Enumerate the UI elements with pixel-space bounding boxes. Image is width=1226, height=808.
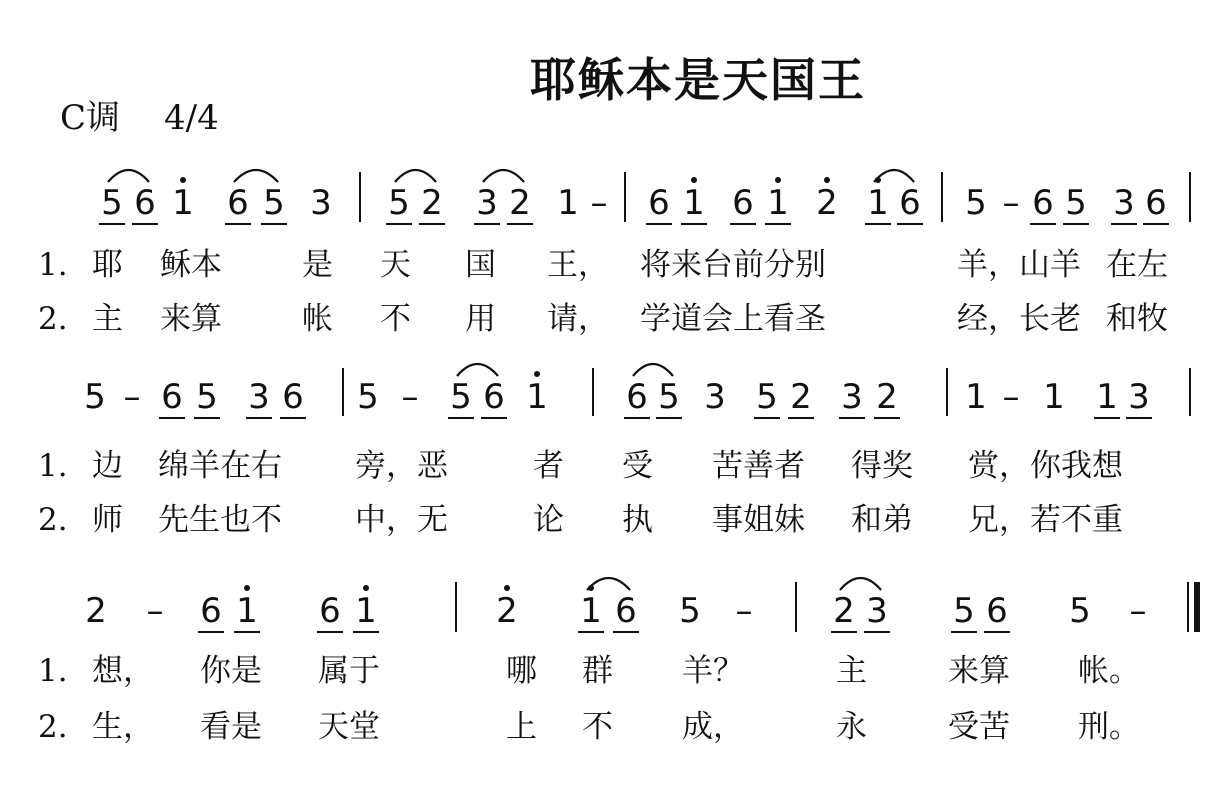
note: 6	[319, 591, 341, 631]
note: 1	[965, 377, 987, 417]
lyric-text: 是	[302, 247, 333, 283]
eighth-underline	[246, 417, 272, 419]
lyric-text: 主	[836, 653, 867, 689]
lyric-text: 者	[533, 448, 564, 484]
barline	[941, 172, 943, 222]
note: 6	[732, 183, 754, 223]
high-octave-dot	[180, 177, 186, 183]
lyric-text: 事姐妹	[712, 502, 805, 538]
lyric-text: 上	[506, 709, 537, 745]
high-octave-dot	[244, 585, 250, 591]
barline	[946, 368, 948, 416]
dash-note: –	[401, 377, 419, 417]
eighth-underline	[481, 417, 507, 419]
eighth-underline	[951, 631, 977, 633]
eighth-underline	[754, 417, 780, 419]
lyric-text: 天堂	[318, 709, 380, 745]
lyric-text: 绵羊在右	[158, 448, 282, 484]
slur	[873, 164, 915, 184]
time-signature: 4/4	[164, 98, 219, 138]
lyric-text: 帐。	[1078, 653, 1140, 689]
lyric-text: 来算	[160, 301, 222, 337]
note: 1	[236, 591, 258, 631]
note: 5	[196, 377, 218, 417]
lyric-text: 稣本	[160, 247, 222, 283]
note: 5	[450, 377, 472, 417]
lyric-text: 耶	[92, 247, 123, 283]
note: 6	[227, 183, 249, 223]
note: 2	[876, 377, 898, 417]
eighth-underline	[280, 417, 306, 419]
lyric-text: 主	[92, 301, 123, 337]
note: 1	[867, 183, 889, 223]
lyric-text: 生，	[92, 709, 154, 745]
lyric-text: 用	[465, 301, 496, 337]
lyric-text: 群	[582, 653, 613, 689]
barline	[1187, 582, 1189, 632]
lyric-text: 想，	[92, 653, 154, 689]
eighth-underline	[874, 417, 900, 419]
barline	[592, 368, 594, 416]
lyric-text: 师	[92, 502, 123, 538]
eighth-underline	[198, 631, 224, 633]
lyric-text: 刑。	[1078, 709, 1140, 745]
slur	[233, 164, 279, 184]
lyric-text: 先生也不	[158, 502, 282, 538]
eighth-underline	[984, 631, 1010, 633]
verse-number: 2.	[38, 301, 68, 337]
note: 1	[355, 591, 377, 631]
note: 1	[767, 183, 789, 223]
note: 1	[526, 377, 548, 417]
eighth-underline	[864, 631, 890, 633]
lyric-text: 不	[582, 709, 613, 745]
note: 5	[756, 377, 778, 417]
eighth-underline	[194, 417, 220, 419]
slur	[394, 164, 437, 184]
note: 1	[1096, 377, 1118, 417]
eighth-underline	[507, 223, 533, 225]
note: 6	[483, 377, 505, 417]
note: 3	[704, 377, 726, 417]
note: 1	[172, 183, 194, 223]
eighth-underline	[613, 631, 639, 633]
lyric-text: 在左	[1106, 247, 1168, 283]
eighth-underline	[578, 631, 604, 633]
slur	[586, 572, 631, 592]
eighth-underline	[353, 631, 379, 633]
eighth-underline	[1063, 223, 1089, 225]
note: 3	[841, 377, 863, 417]
eighth-underline	[1030, 223, 1056, 225]
lyric-text: 王，	[547, 247, 609, 283]
lyric-text: 受	[622, 448, 653, 484]
note: 6	[200, 591, 222, 631]
slur	[632, 358, 674, 378]
slur	[456, 358, 499, 378]
lyric-text: 来算	[948, 653, 1010, 689]
barline	[455, 582, 457, 632]
dash-note: –	[1002, 183, 1020, 223]
note: 2	[833, 591, 855, 631]
eighth-underline	[1094, 417, 1120, 419]
lyric-text: 成，	[682, 709, 744, 745]
eighth-underline	[624, 417, 650, 419]
lyric-text: 赏，你我想	[968, 448, 1123, 484]
verse-number: 1.	[38, 448, 68, 484]
note: 3	[476, 183, 498, 223]
lyric-text: 永	[836, 709, 867, 745]
eighth-underline	[1143, 223, 1169, 225]
lyric-text: 边	[92, 448, 123, 484]
dash-note: –	[735, 591, 753, 631]
lyric-text: 不	[380, 301, 411, 337]
verse-number: 2.	[38, 502, 68, 538]
note: 3	[1128, 377, 1150, 417]
note: 5	[263, 183, 285, 223]
note: 5	[357, 377, 379, 417]
slur	[839, 572, 882, 592]
note: 2	[509, 183, 531, 223]
verse-number: 1.	[38, 247, 68, 283]
dash-note: –	[590, 183, 608, 223]
note: 5	[101, 183, 123, 223]
eighth-underline	[474, 223, 500, 225]
lyric-text: 哪	[506, 653, 537, 689]
lyric-text: 看是	[200, 709, 262, 745]
eighth-underline	[1126, 417, 1152, 419]
note: 3	[1113, 183, 1135, 223]
note: 6	[986, 591, 1008, 631]
note: 6	[1032, 183, 1054, 223]
barline	[1189, 368, 1191, 416]
lyric-text: 将来台前分别	[640, 247, 826, 283]
lyric-text: 苦善者	[712, 448, 805, 484]
lyric-text: 学道会上看圣	[640, 301, 826, 337]
eighth-underline	[646, 223, 672, 225]
eighth-underline	[656, 417, 682, 419]
eighth-underline	[132, 223, 158, 225]
high-octave-dot	[691, 177, 697, 183]
lyric-text: 天	[380, 247, 411, 283]
eighth-underline	[831, 631, 857, 633]
barline	[1189, 172, 1191, 222]
note: 5	[679, 591, 701, 631]
key-label: C调	[60, 98, 121, 138]
slur	[107, 164, 150, 184]
note: 5	[965, 183, 987, 223]
lyric-text: 你是	[200, 653, 262, 689]
lyric-text: 得奖	[851, 448, 913, 484]
note: 6	[899, 183, 921, 223]
eighth-underline	[419, 223, 445, 225]
note: 1	[580, 591, 602, 631]
key-signature	[60, 90, 219, 139]
note: 1	[557, 183, 579, 223]
note: 6	[648, 183, 670, 223]
lyric-text: 和牧	[1106, 301, 1168, 337]
note: 6	[626, 377, 648, 417]
lyric-text: 请，	[547, 301, 609, 337]
lyric-text: 中，无	[355, 502, 448, 538]
final-barline	[1194, 582, 1200, 632]
eighth-underline	[865, 223, 891, 225]
note: 2	[496, 591, 518, 631]
note: 5	[658, 377, 680, 417]
high-octave-dot	[363, 585, 369, 591]
note: 1	[1043, 377, 1065, 417]
eighth-underline	[765, 223, 791, 225]
lyric-text: 受苦	[948, 709, 1010, 745]
note: 6	[1145, 183, 1167, 223]
lyric-text: 执	[622, 502, 653, 538]
high-octave-dot	[824, 177, 830, 183]
lyric-text: 旁，恶	[355, 448, 448, 484]
eighth-underline	[1111, 223, 1137, 225]
note: 3	[310, 183, 332, 223]
dash-note: –	[123, 377, 141, 417]
lyric-text: 和弟	[851, 502, 913, 538]
eighth-underline	[317, 631, 343, 633]
eighth-underline	[386, 223, 412, 225]
lyric-text: 论	[533, 502, 564, 538]
lyric-text: 国	[465, 247, 496, 283]
note: 2	[85, 591, 107, 631]
lyric-text: 帐	[302, 301, 333, 337]
barline	[342, 368, 344, 416]
eighth-underline	[225, 223, 251, 225]
verse-number: 1.	[38, 653, 68, 689]
note: 3	[866, 591, 888, 631]
high-octave-dot	[534, 371, 540, 377]
note: 6	[161, 377, 183, 417]
eighth-underline	[234, 631, 260, 633]
song-title: 耶稣本是天国王	[530, 53, 866, 107]
note: 3	[248, 377, 270, 417]
lyric-text: 经，长老	[957, 301, 1081, 337]
eighth-underline	[897, 223, 923, 225]
eighth-underline	[99, 223, 125, 225]
eighth-underline	[159, 417, 185, 419]
note: 5	[84, 377, 106, 417]
lyric-text: 羊，山羊	[957, 247, 1081, 283]
slur	[482, 164, 525, 184]
dash-note: –	[1002, 377, 1020, 417]
eighth-underline	[681, 223, 707, 225]
dash-note: –	[1129, 591, 1147, 631]
verse-number: 2.	[38, 709, 68, 745]
eighth-underline	[788, 417, 814, 419]
eighth-underline	[261, 223, 287, 225]
eighth-underline	[730, 223, 756, 225]
note: 2	[816, 183, 838, 223]
note: 1	[683, 183, 705, 223]
note: 5	[1065, 183, 1087, 223]
eighth-underline	[448, 417, 474, 419]
dash-note: –	[146, 591, 164, 631]
high-octave-dot	[775, 177, 781, 183]
barline	[795, 582, 797, 632]
note: 6	[134, 183, 156, 223]
note: 5	[953, 591, 975, 631]
eighth-underline	[839, 417, 865, 419]
lyric-text: 属于	[318, 653, 380, 689]
note: 6	[282, 377, 304, 417]
note: 6	[615, 591, 637, 631]
note: 5	[1069, 591, 1091, 631]
high-octave-dot	[504, 585, 510, 591]
barline	[624, 172, 626, 222]
lyric-text: 羊？	[682, 653, 744, 689]
barline	[359, 172, 361, 222]
lyric-text: 兄，若不重	[968, 502, 1123, 538]
note: 2	[790, 377, 812, 417]
note: 5	[388, 183, 410, 223]
note: 2	[421, 183, 443, 223]
